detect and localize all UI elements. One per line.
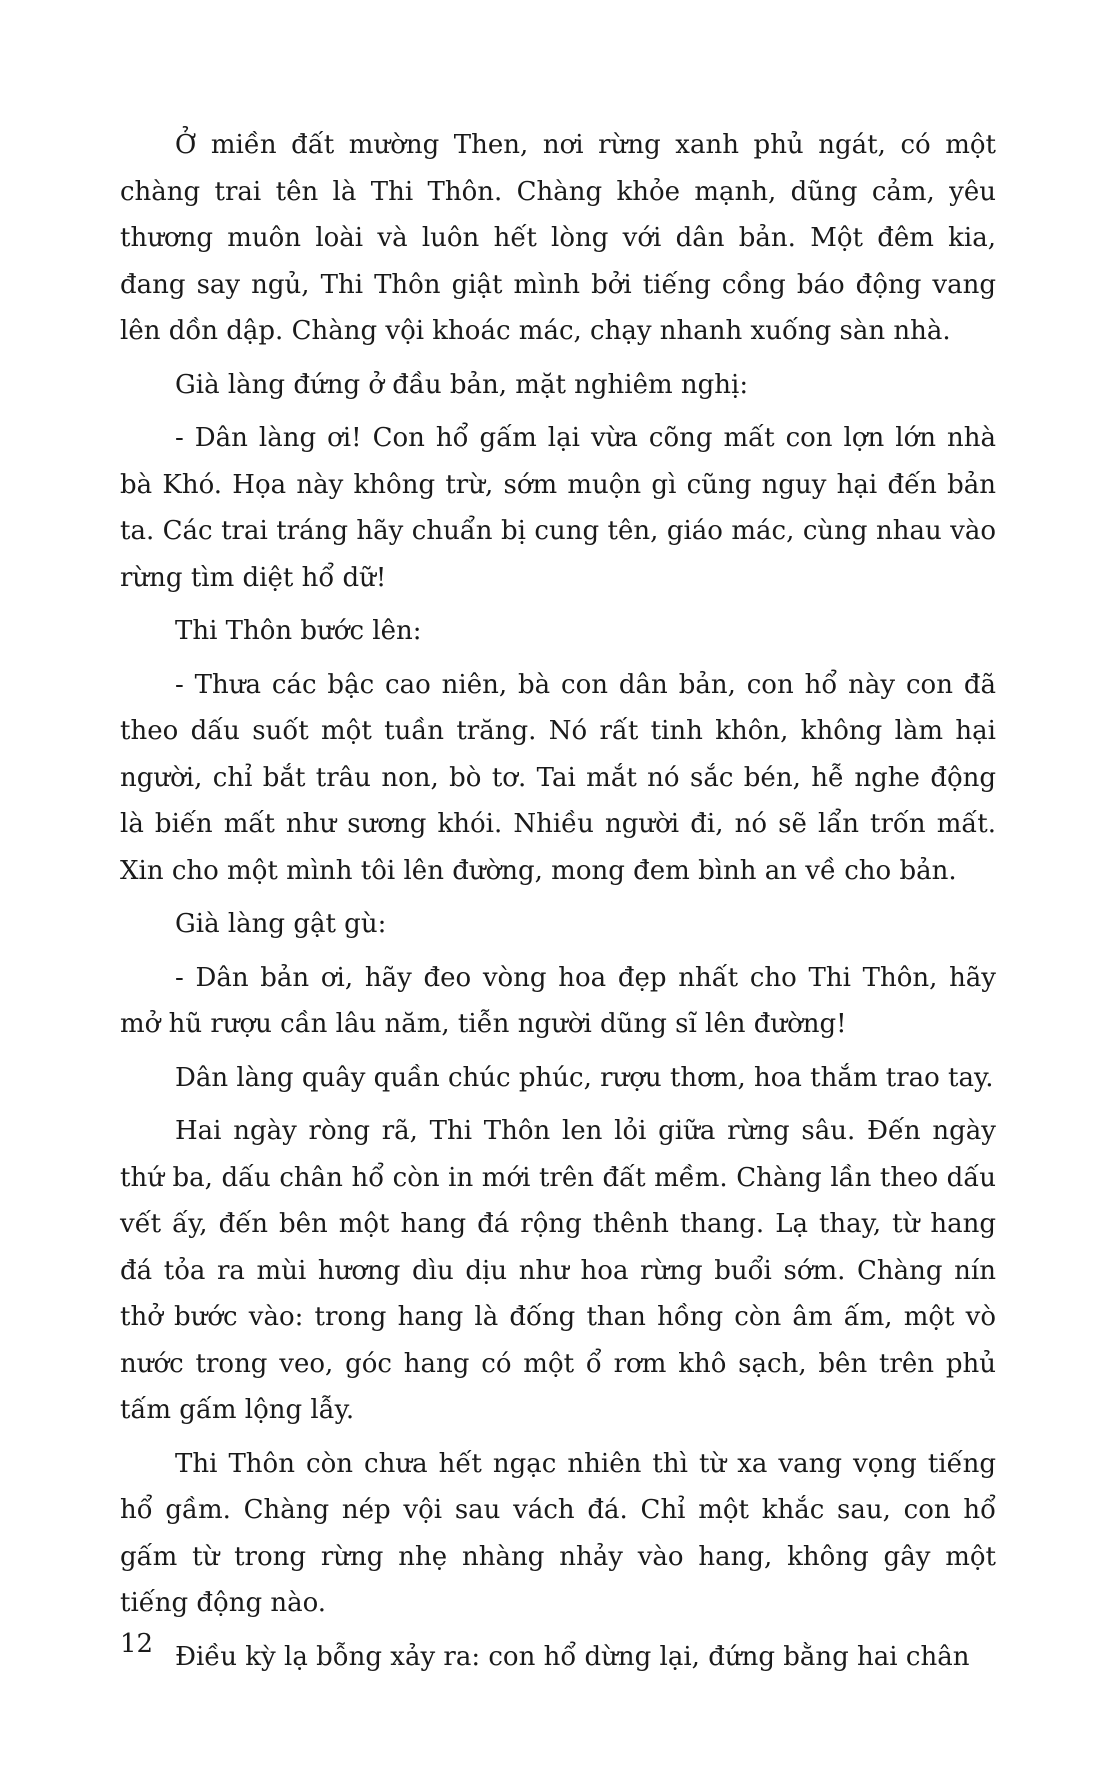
paragraph: - Dân bản ơi, hãy đeo vòng hoa đẹp nhất cho Thi Thôn, hãy mở hũ rượu cần lâu năm, tiễn người dũng sĩ lên đường!	[120, 962, 996, 1039]
paragraph: Thi Thôn bước lên:	[175, 616, 422, 646]
paragraph: Già làng gật gù:	[175, 909, 387, 939]
paragraph: Điều kỳ lạ bỗng xảy ra: con hổ dừng lại, đứng bằng hai chân	[175, 1641, 970, 1672]
paragraph: Hai ngày ròng rã, Thi Thôn len lỏi giữa rừng sâu. Đến ngày thứ ba, dấu chân hổ còn in mới trên đất mềm. Chàng lần theo dấu vết ấy, đến bên một hang đá rộng thênh thang. Lạ thay, từ hang đá tỏa ra mùi hương dìu dịu như hoa rừng buổi sớm. Chàng nín thở bước vào: trong hang là đống than hồng còn âm ấm, một vò nước trong veo, góc hang có một ổ rơm khô sạch, bên trên phủ tấm gấm lộng lẫy.	[120, 1116, 996, 1425]
paragraph: - Thưa các bậc cao niên, bà con dân bản, con hổ này con đã theo dấu suốt một tuần trăng. Nó rất tinh khôn, không làm hại người, chỉ bắt trâu non, bò tơ. Tai mắt nó sắc bén, hễ nghe động là biến mất như sương khói. Nhiều người đi, nó sẽ lẩn trốn mất. Xin cho một mình tôi lên đường, mong đem bình an về cho bản.	[120, 669, 996, 886]
page-number: 12	[120, 1629, 154, 1659]
paragraph: Dân làng quây quần chúc phúc, rượu thơm, hoa thắm trao tay.	[175, 1062, 994, 1093]
paragraph: Thi Thôn còn chưa hết ngạc nhiên thì từ xa vang vọng tiếng hổ gầm. Chàng nép vội sau vách đá. Chỉ một khắc sau, con hổ gấm từ trong rừng nhẹ nhàng nhảy vào hang, không gây một tiếng động nào.	[120, 1448, 996, 1618]
body-text	[120, 122, 996, 1687]
paragraph: Già làng đứng ở đầu bản, mặt nghiêm nghị:	[175, 369, 749, 400]
paragraph: - Dân làng ơi! Con hổ gấm lại vừa cõng mất con lợn lớn nhà bà Khó. Họa này không trừ, sớm muộn gì cũng nguy hại đến bản ta. Các trai tráng hãy chuẩn bị cung tên, giáo mác, cùng nhau vào rừng tìm diệt hổ dữ!	[120, 423, 996, 593]
paragraph: Ở miền đất mường Then, nơi rừng xanh phủ ngát, có một chàng trai tên là Thi Thôn. Chàng khỏe mạnh, dũng cảm, yêu thương muôn loài và luôn hết lòng với dân bản. Một đêm kia, đang say ngủ, Thi Thôn giật mình bởi tiếng cồng báo động vang lên dồn dập. Chàng vội khoác mác, chạy nhanh xuống sàn nhà.	[120, 130, 996, 346]
